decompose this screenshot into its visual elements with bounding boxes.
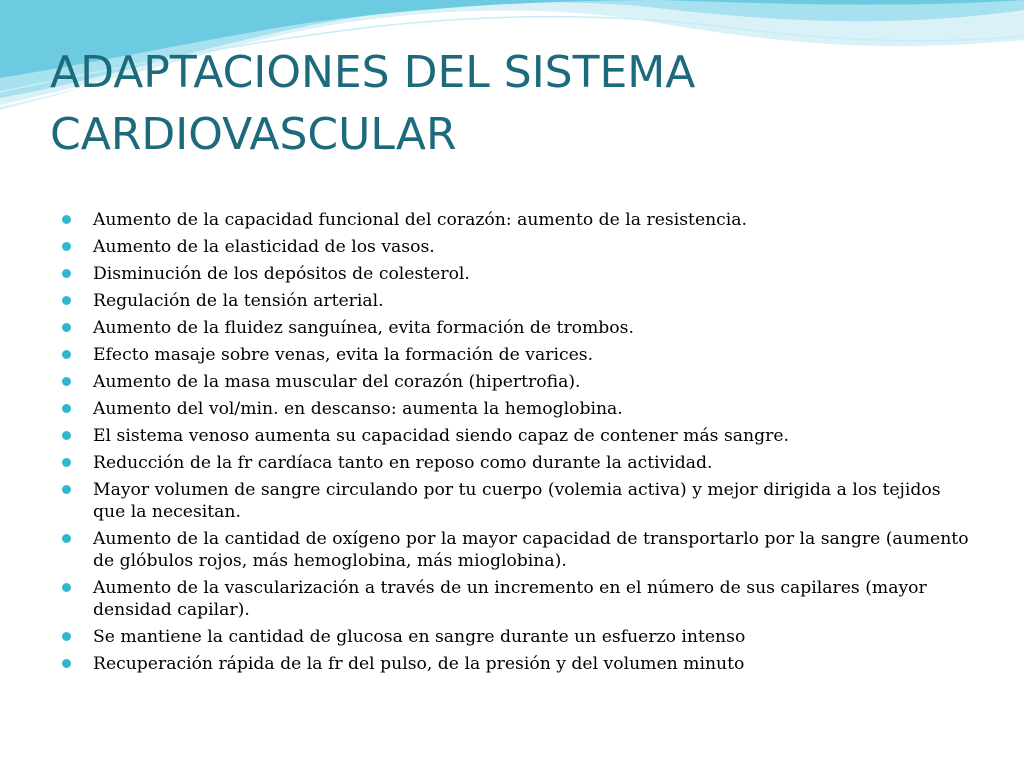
slide-title: ADAPTACIONES DEL SISTEMA CARDIOVASCULAR <box>50 47 696 160</box>
list-item <box>60 452 970 474</box>
bullet-icon <box>62 632 71 641</box>
bullet-icon <box>62 377 71 386</box>
list-item <box>60 577 970 621</box>
bullet-icon <box>62 215 71 224</box>
bullet-icon <box>62 296 71 305</box>
list-item <box>60 263 970 285</box>
bullet-text: Aumento de la capacidad funcional del corazón: aumento de la resistencia. <box>93 210 748 230</box>
bullet-text: Aumento del vol/min. en descanso: aumenta la hemoglobina. <box>93 399 623 419</box>
bullet-text: Aumento de la elasticidad de los vasos. <box>93 237 435 257</box>
bullet-text: Aumento de la cantidad de oxígeno por la mayor capacidad de transportarlo por la sangre (aumento de glóbulos rojos, más hemoglobina, más mioglobina). <box>93 529 969 571</box>
list-item <box>60 479 970 523</box>
list-item <box>60 290 970 312</box>
bullet-text: Aumento de la fluidez sanguínea, evita formación de trombos. <box>93 318 634 338</box>
bullet-text: Aumento de la masa muscular del corazón (hipertrofia). <box>93 372 581 392</box>
list-item <box>60 317 970 339</box>
bullet-icon <box>62 534 71 543</box>
bullet-icon <box>62 458 71 467</box>
bullet-icon <box>62 431 71 440</box>
list-item <box>60 344 970 366</box>
bullet-icon <box>62 404 71 413</box>
bullet-icon <box>62 323 71 332</box>
bullet-icon <box>62 583 71 592</box>
bullet-text: Recuperación rápida de la fr del pulso, de la presión y del volumen minuto <box>93 654 745 674</box>
list-item <box>60 209 970 231</box>
list-item <box>60 425 970 447</box>
bullet-icon <box>62 242 71 251</box>
list-item <box>60 398 970 420</box>
bullet-icon <box>62 659 71 668</box>
bullet-icon <box>62 350 71 359</box>
bullet-icon <box>62 485 71 494</box>
bullet-text: Aumento de la vascularización a través de un incremento en el número de sus capilares (mayor densidad capilar). <box>93 578 927 620</box>
bullet-text: Se mantiene la cantidad de glucosa en sangre durante un esfuerzo intenso <box>93 627 746 647</box>
list-item <box>60 236 970 258</box>
list-item <box>60 626 970 648</box>
list-item <box>60 528 970 572</box>
list-item <box>60 371 970 393</box>
bullet-text: Disminución de los depósitos de colesterol. <box>93 264 470 284</box>
bullet-text: Efecto masaje sobre venas, evita la formación de varices. <box>93 345 594 365</box>
bullet-list <box>60 209 970 680</box>
list-item <box>60 653 970 675</box>
bullet-text: Reducción de la fr cardíaca tanto en reposo como durante la actividad. <box>93 453 713 473</box>
bullet-text: El sistema venoso aumenta su capacidad siendo capaz de contener más sangre. <box>93 426 789 446</box>
bullet-text: Mayor volumen de sangre circulando por tu cuerpo (volemia activa) y mejor dirigida a los tejidos que la necesitan. <box>93 480 941 522</box>
bullet-text: Regulación de la tensión arterial. <box>93 291 384 311</box>
bullet-icon <box>62 269 71 278</box>
